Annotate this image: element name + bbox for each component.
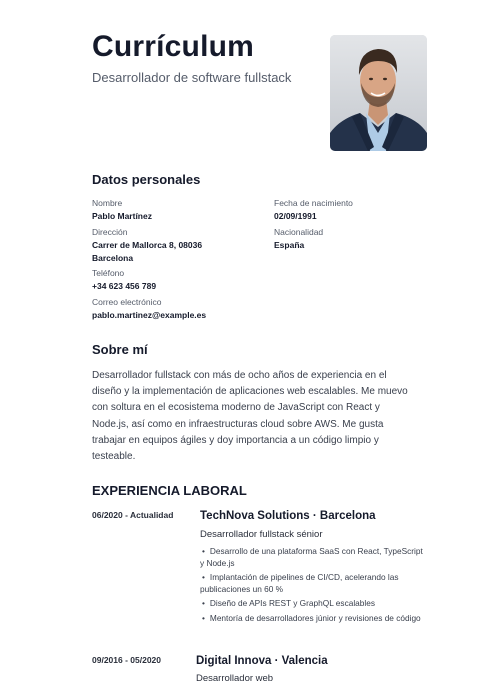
birthdate-value: 02/09/1991 <box>274 211 317 221</box>
email-value: pablo.martinez@example.es <box>92 310 207 320</box>
birthdate-field <box>274 198 444 222</box>
job-dates: 06/2020 - Actualidad <box>92 510 174 520</box>
job-company: Digital Innova · Valencia <box>196 655 328 667</box>
job-bullet-list <box>200 546 426 627</box>
nationality-value: España <box>274 240 305 250</box>
email-field <box>92 297 292 321</box>
job-role: Desarrollador web <box>196 673 274 684</box>
page-title: Currículum <box>92 30 255 63</box>
page-subtitle: Desarrollador de software fullstack <box>92 70 292 85</box>
address-field <box>92 227 262 264</box>
email-label: Correo electrónico <box>92 297 162 307</box>
list-item: • Diseño de APIs REST y GraphQL escalables <box>202 598 376 608</box>
about-heading: Sobre mí <box>92 342 148 357</box>
name-label: Nombre <box>92 198 123 208</box>
phone-value: +34 623 456 789 <box>92 281 157 291</box>
address-line2: Barcelona <box>92 253 134 263</box>
about-text: Desarrollador fullstack con más de ocho años de experiencia en el diseño y la implementación de aplicaciones web escalables. Me muevo con soltura en el ecosistema moderno de JavaScript con React y Node.js, así como en infraestructuras cloud sobre AWS. Me gusta trabajar en equipos ágiles y doy importancia a un código limpio y testeable. <box>92 370 408 463</box>
portrait-image <box>330 35 427 151</box>
list-item: • Mentoría de desarrolladores júnior y revisiones de código <box>202 612 421 623</box>
job-role: Desarrollador fullstack sénior <box>200 529 323 540</box>
job-company: TechNova Solutions · Barcelona <box>200 510 376 522</box>
birthdate-label: Fecha de nacimiento <box>274 198 353 208</box>
profile-photo <box>330 35 427 151</box>
name-field <box>92 198 262 222</box>
personal-data-heading: Datos personales <box>92 172 201 187</box>
nationality-label: Nacionalidad <box>274 227 324 237</box>
list-item: • Implantación de pipelines de CI/CD, acelerando las publicaciones un 60 % <box>200 572 399 594</box>
experience-heading: EXPERIENCIA LABORAL <box>92 483 247 498</box>
phone-label: Teléfono <box>92 268 125 278</box>
list-item: • Desarrollo de una plataforma SaaS con React, TypeScript y Node.js <box>200 546 423 568</box>
address-label: Dirección <box>92 227 128 237</box>
nationality-field <box>274 227 444 251</box>
job-dates: 09/2016 - 05/2020 <box>92 655 162 665</box>
phone-field <box>92 268 262 292</box>
address-line1: Carrer de Mallorca 8, 08036 <box>92 240 203 250</box>
name-value: Pablo Martínez <box>92 211 152 221</box>
